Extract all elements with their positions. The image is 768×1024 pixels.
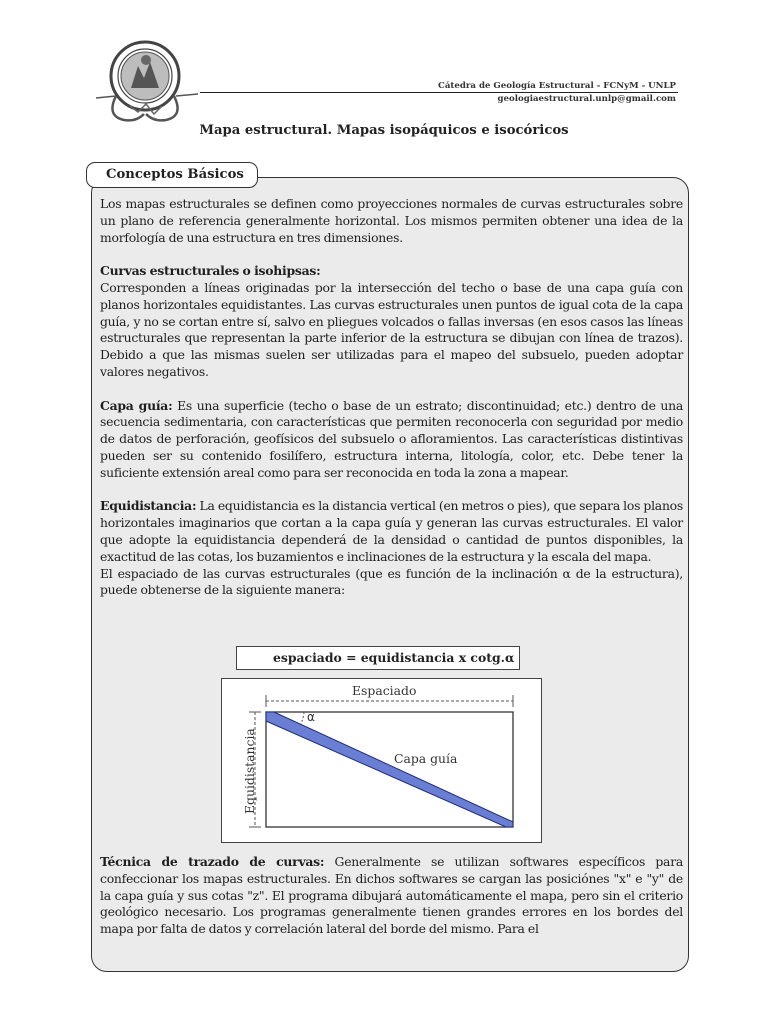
capa-guia-text: Es una superficie (techo o base de un estrato; discontinuidad; etc.) dentro de una secuencia sedimentaria, con características que permiten reconocerla con seguridad por medio de datos de perforación, geofísicos del subsuelo o afloramientos. Las características distintivas pueden ser su contenido fosilífero, estructura interna, litología, color, etc. Debe tener la suficiente extensión areal como para ser reconocida en toda la zona a mapear. (100, 397, 683, 480)
contact-email: geologiaestructural.unlp@gmail.com (497, 94, 676, 104)
curvas-paragraph (100, 263, 683, 381)
espaciado-paragraph: El espaciado de las curvas estructurales (que es función de la inclinación α de la estructura), puede obtenerse de la siguiente manera: (100, 565, 683, 598)
capa-guia-paragraph (100, 398, 683, 482)
equidistancia-heading: Equidistancia: (100, 498, 197, 514)
equidistancia-paragraph (100, 498, 683, 565)
alpha-label: α (307, 710, 315, 724)
tecnica-text: Generalmente se utilizan softwares específicos para confeccionar los mapas estructurales. En dichos softwares se cargan las posiciónes "x" e "y" de la capa guía y sus cotas "z". El programa dibujará automáticamente el mapa, pero sin el criterio geológico necesario. Los programas generalmente tienen grandes errores en los bordes del mapa por falta de datos y correlación lateral del borde del mismo. Para el (100, 854, 683, 937)
espaciado-diagram (221, 678, 542, 843)
intro-paragraph: Los mapas estructurales se definen como proyecciones normales de curvas estructurales sobre un plano de referencia generalmente horizontal. Los mismos permiten obtener una idea de la morfología de una estructura en tres dimensiones. (100, 196, 683, 245)
header-info (438, 81, 676, 104)
content-body (100, 196, 683, 599)
tecnica-paragraph (100, 854, 683, 938)
equidistancia-label: Equidistancia (242, 728, 257, 814)
espaciado-label: Espaciado (352, 683, 417, 698)
capa-guia-heading: Capa guía: (100, 397, 173, 413)
curvas-text: Corresponden a líneas originadas por la intersección del techo o base de una capa guía con planos horizontales equidistantes. Las curvas estructurales unen puntos de igual cota de la capa guía, y no se cortan entre sí, salvo en pliegues volcados o fallas inversas (en esos casos las líneas estructurales que representan la parte inferior de la estructura se dibujan con línea de trazos). Debido a que las mismas suelen ser utilizadas para el mapeo del subsuelo, pueden adoptar valores negativos. (100, 279, 683, 379)
section-tab-conceptos-basicos: Conceptos Básicos (86, 162, 258, 188)
university-seal-logo (86, 36, 204, 128)
document-title: Mapa estructural. Mapas isopáquicos e isocóricos (199, 123, 569, 138)
capa-guia-label: Capa guía (394, 751, 458, 766)
tecnica-heading: Técnica de trazado de curvas: (100, 854, 325, 869)
curvas-heading: Curvas estructurales o isohipsas: (100, 263, 321, 279)
capa-guia-band (266, 712, 513, 827)
formula-box: espaciado = equidistancia x cotg.α (236, 646, 520, 670)
catedra-label: Cátedra de Geología Estructural - FCNyM - UNLP (438, 81, 676, 91)
equidistancia-text: La equidistancia es la distancia vertical (en metros o pies), que separa los planos horizontales imaginarios que cortan a la capa guía y generan las curvas estructurales. El valor que adopte la equidistancia dependerá de la densidad o cantidad de puntos disponibles, la exactitud de las cotas, los buzamientos e inclinaciones de la estructura y la escala del mapa. (100, 498, 683, 564)
